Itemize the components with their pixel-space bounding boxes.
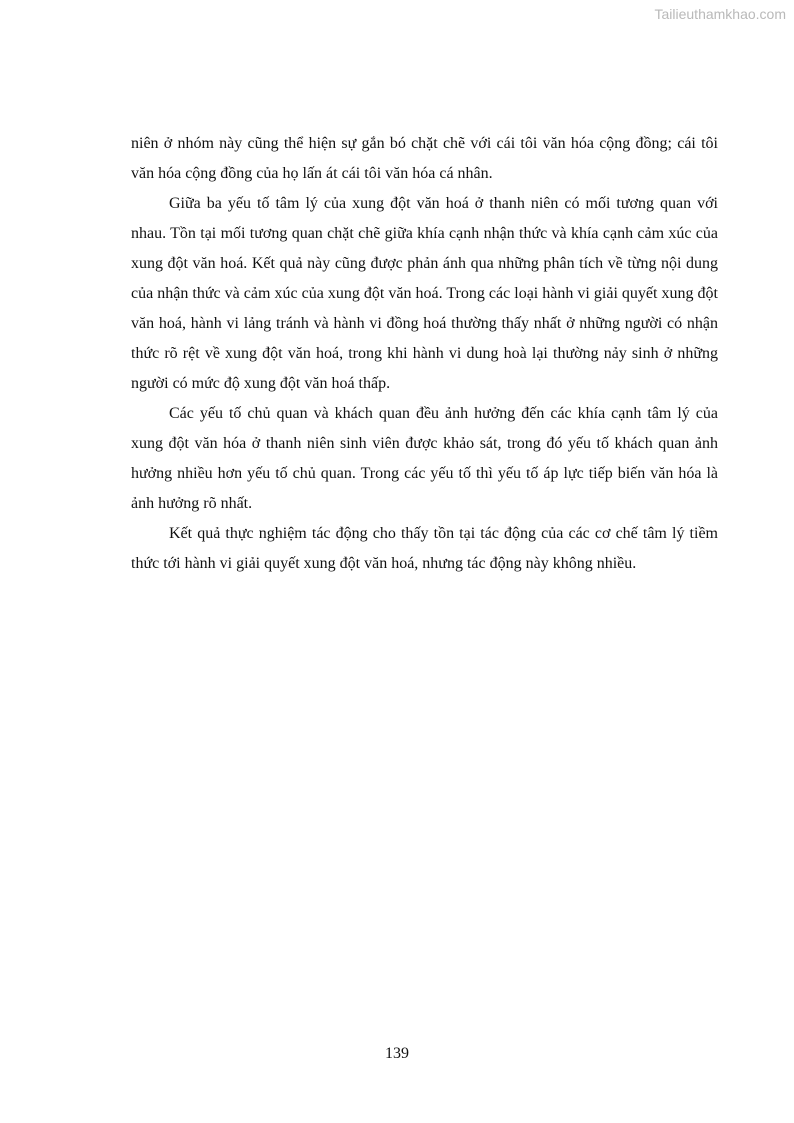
paragraph: Giữa ba yếu tố tâm lý của xung đột văn hoá ở thanh niên có mối tương quan với nhau. Tồn tại mối tương quan chặt chẽ giữa khía cạnh nhận thức và khía cạnh cảm xúc của xung đột văn hoá. Kết quả này cũng được phản ánh qua những phân tích về từng nội dung của nhận thức và cảm xúc của xung đột văn hoá. Trong các loại hành vi giải quyết xung đột văn hoá, hành vi lảng tránh và hành vi đồng hoá thường thấy nhất ở những người có nhận thức rõ rệt về xung đột văn hoá, trong khi hành vi dung hoà lại thường nảy sinh ở những người có mức độ xung đột văn hoá thấp. [131,195,718,392]
page-body [131,129,718,579]
page-number: 139 [385,1045,409,1062]
paragraph-continuation: niên ở nhóm này cũng thể hiện sự gắn bó chặt chẽ với cái tôi văn hóa cộng đồng; cái tôi văn hóa cộng đồng của họ lấn át cái tôi văn hóa cá nhân. [131,135,718,182]
paragraph: Các yếu tố chủ quan và khách quan đều ảnh hưởng đến các khía cạnh tâm lý của xung đột văn hóa ở thanh niên sinh viên được khảo sát, trong đó yếu tố khách quan ảnh hưởng nhiều hơn yếu tố chủ quan. Trong các yếu tố thì yếu tố áp lực tiếp biến văn hóa là ảnh hưởng rõ nhất. [131,405,718,512]
watermark: Tailieuthamkhao.com [654,6,786,22]
paragraph: Kết quả thực nghiệm tác động cho thấy tồn tại tác động của các cơ chế tâm lý tiềm thức tới hành vi giải quyết xung đột văn hoá, nhưng tác động này không nhiều. [131,525,718,572]
